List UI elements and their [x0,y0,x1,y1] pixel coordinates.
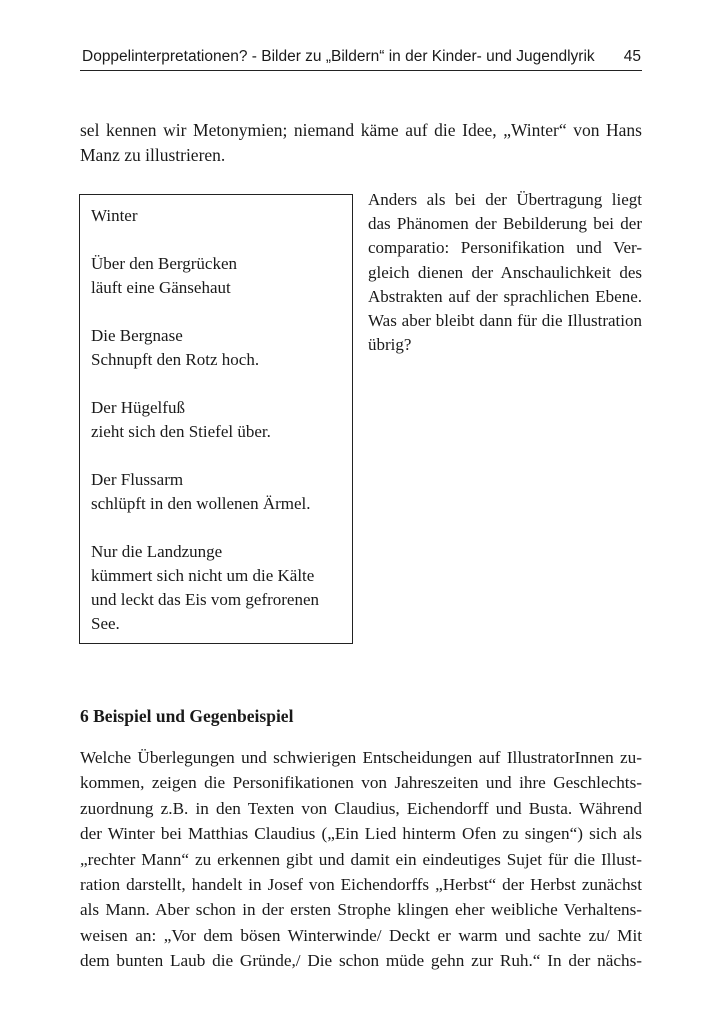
poem-line: Schnupft den Rotz hoch. [91,350,260,369]
header-title: Doppelinterpretationen? - Bilder zu „Bildern“ in der Kinder- und Jugendlyrik [82,48,595,65]
poem-line: kümmert sich nicht um die Kälte [91,566,315,585]
poem-stanza [91,396,319,444]
side-line: Abstrakten auf der sprachlichen Ebene. [368,286,642,306]
body-line: als Mann. Aber schon in der ersten Strophe klingen eher weibliche Verhaltens- [80,900,642,920]
side-column-text [368,188,642,357]
side-line: übrig? [368,335,412,355]
side-line: Was aber bleibt dann für die Illustration [368,311,642,331]
poem-text [91,204,319,636]
intro-line: Manz zu illustrieren. [80,145,226,165]
body-paragraph [80,745,642,974]
body-line: ration darstellt, handelt in Josef von Eichendorffs „Herbst“ der Herbst zunächst [80,875,642,895]
poem-line: läuft eine Gänsehaut [91,278,231,297]
intro-paragraph [80,118,642,168]
poem-line: Über den Bergrücken [91,254,238,273]
side-line: gleich dienen der Anschaulichkeit des [368,262,642,282]
poem-line: schlüpft in den wollenen Ärmel. [91,494,311,513]
body-line: weisen an: „Vor dem bösen Winterwinde/ Deckt er warm und sachte zu/ Mit [80,925,642,945]
poem-line: Nur die Landzunge [91,542,223,561]
body-line: „rechter Mann“ zu erkennen gibt und damit ein eindeutiges Sujet für die Illust- [80,849,642,869]
poem-line: zieht sich den Stiefel über. [91,422,271,441]
page-number: 45 [623,48,641,65]
body-line: kommen, zeigen die Personifikationen von Jahreszeiten und ihre Geschlechts- [80,773,642,793]
side-line: comparatio: Personifikation und Ver- [368,238,642,258]
body-line: zuordnung z.B. in den Texten von Claudius, Eichendorff und Busta. Während [80,798,642,818]
running-header [80,48,642,71]
poem-line: und leckt das Eis vom gefrorenen [91,590,320,609]
body-line: dem bunten Laub die Gründe,/ Die schon müde gehn zur Ruh.“ In der nächs- [80,951,642,971]
intro-line: sel kennen wir Metonymien; niemand käme auf die Idee, „Winter“ von Hans [80,120,642,140]
poem-box [79,194,353,644]
section-heading: 6 Beispiel und Gegenbeispiel [80,706,294,726]
side-line: Anders als bei der Übertragung liegt [368,190,642,209]
poem-stanza [91,324,319,372]
body-line: der Winter bei Matthias Claudius („Ein Lied hinterm Ofen zu singen“) sich als [80,824,642,844]
poem-line: Die Bergnase [91,326,183,345]
poem-title: Winter [91,206,138,225]
poem-line: Der Hügelfuß [91,398,185,417]
poem-stanza [91,540,319,636]
poem-line: Der Flussarm [91,470,184,489]
side-line: das Phänomen der Bebilderung bei der [368,214,642,234]
poem-stanza [91,252,319,300]
body-line: Welche Überlegungen und schwierigen Entscheidungen auf IllustratorInnen zu- [80,748,642,767]
poem-line: See. [91,614,120,633]
poem-stanza [91,468,319,516]
